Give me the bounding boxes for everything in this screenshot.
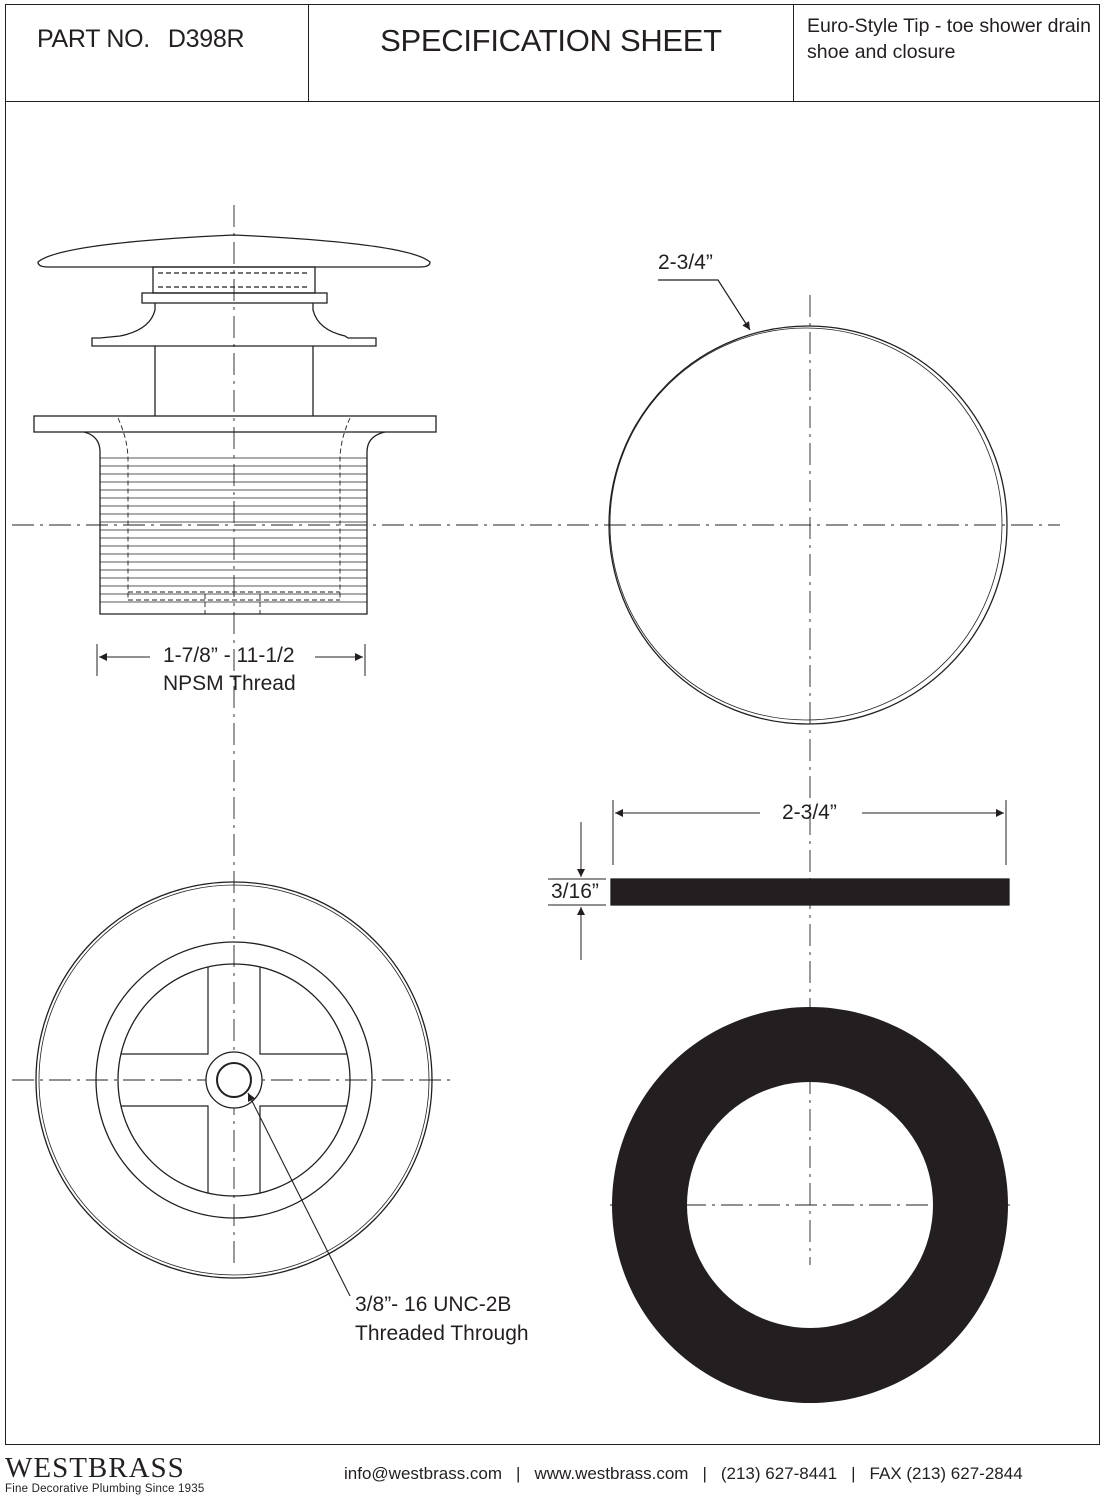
separator: | bbox=[851, 1464, 856, 1483]
part-number-value: D398R bbox=[167, 25, 245, 53]
contact-info bbox=[344, 1464, 1023, 1484]
gasket-thickness-label: 3/16” bbox=[551, 880, 599, 903]
brand-tagline: Fine Decorative Plumbing Since 1935 bbox=[5, 1483, 205, 1495]
brand-name: WESTBRASS bbox=[5, 1452, 185, 1484]
cap-top-view bbox=[609, 280, 1007, 724]
product-description: Euro-Style Tip - toe shower drain shoe and closure bbox=[807, 15, 1091, 63]
part-number-label: PART NO. bbox=[37, 25, 150, 53]
cap-outline-inner bbox=[610, 328, 1002, 720]
fax-number: FAX (213) 627-2844 bbox=[869, 1464, 1023, 1483]
phone-number: (213) 627-8441 bbox=[720, 1464, 838, 1483]
website-link[interactable]: www.westbrass.com bbox=[534, 1464, 689, 1483]
stopper-collar bbox=[142, 293, 327, 303]
thread-size-label: 1-7/8” - 11-1/2 bbox=[163, 644, 295, 667]
center-thread-label: 3/8”- 16 UNC-2B bbox=[355, 1293, 512, 1316]
thread-type-label: NPSM Thread bbox=[163, 672, 296, 695]
separator: | bbox=[516, 1464, 521, 1483]
gasket-side-view bbox=[548, 800, 1009, 960]
center-hub bbox=[206, 1052, 262, 1108]
gasket-diameter-label: 2-3/4” bbox=[782, 801, 837, 824]
thread-lines bbox=[100, 458, 367, 602]
separator: | bbox=[702, 1464, 707, 1483]
brand-logo bbox=[5, 1452, 204, 1495]
leader-line bbox=[248, 1093, 350, 1296]
cap-diameter-label: 2-3/4” bbox=[658, 251, 713, 274]
drain-side-view bbox=[34, 235, 436, 676]
drain-flange bbox=[34, 416, 436, 432]
sheet-title: SPECIFICATION SHEET bbox=[380, 23, 722, 58]
center-thread-note: Threaded Through bbox=[355, 1322, 529, 1345]
gasket-profile bbox=[611, 879, 1009, 905]
email-link[interactable]: info@westbrass.com bbox=[344, 1464, 503, 1483]
leader-line bbox=[658, 280, 750, 330]
